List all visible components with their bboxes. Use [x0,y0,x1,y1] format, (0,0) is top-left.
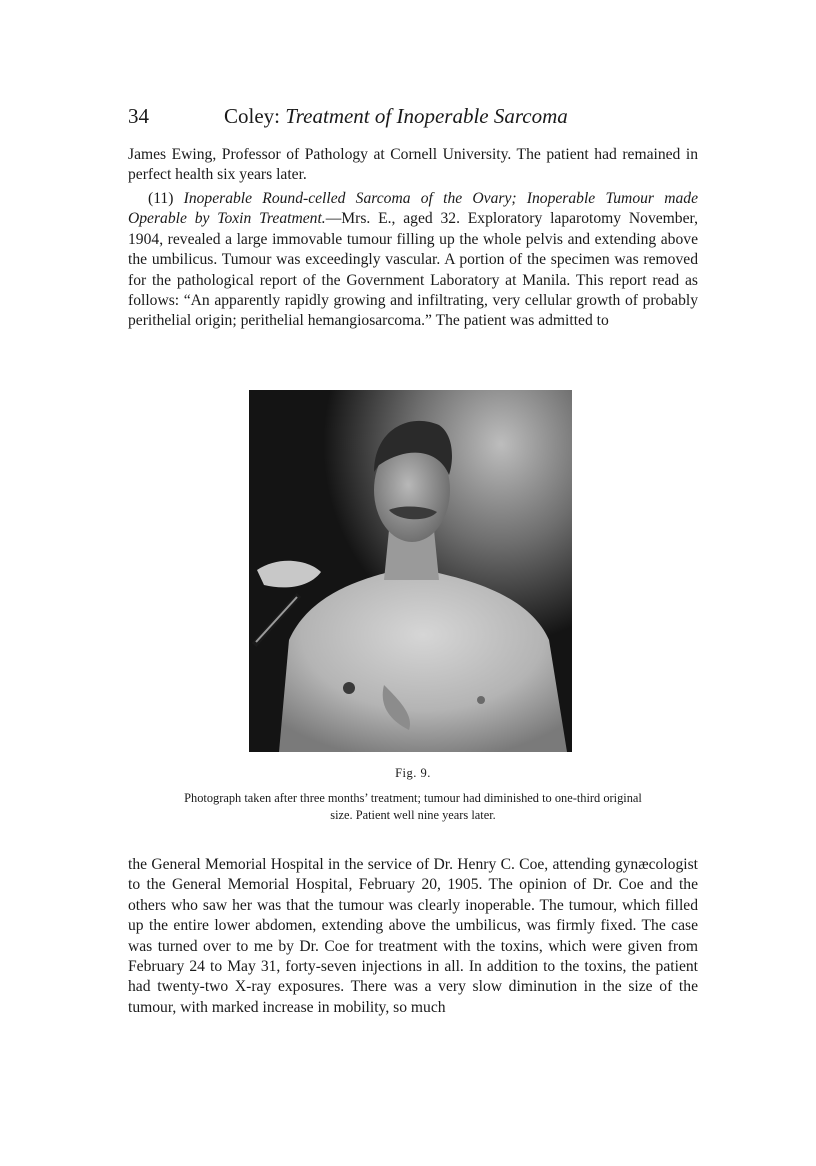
case-body: —Mrs. E., aged 32. Exploratory laparotomy November, 1904, revealed a large immovable tumour filling up the whole pelvis and extending above the umbilicus. Tumour was exceedingly vascular. A portion of the specimen was removed for the pathological report of the Government Laboratory at Manila. This report read as follows: “An apparently rapidly growing and infiltrating, very cellular growth of probably perithelial origin; perithelial hemangiosarcoma.” The patient was admitted to [128,210,698,330]
paragraph-continuation: the General Memorial Hospital in the service of Dr. Henry C. Coe, attending gynæcologist to the General Memorial Hospital, February 20, 1905. The opinion of Dr. Coe and the others who saw her was that the tumour was clearly inoperable. The tumour, which filled up the entire lower abdomen, extending above the umbilicus, was firmly fixed. The case was turned over to me by Dr. Coe for treatment with the toxins, which were given from February 24 to May 31, forty-seven injections in all. In addition to the toxins, the patient had twenty-two X-ray exposures. There was a very slow diminution in the size of the tumour, with marked increase in mobility, so much [128,856,698,1016]
running-title-topic: Treatment of Inoperable Sarcoma [285,104,568,128]
case-number: (11) [148,190,184,207]
paragraph-continued: James Ewing, Professor of Pathology at Cornell University. The patient had remained in perfect health six years later. [128,146,698,184]
running-title [224,104,568,128]
running-title-author: Coley: [224,104,286,128]
running-header [128,102,698,130]
page-number: 34 [128,104,149,128]
patient-photograph [249,390,572,752]
photograph-image [249,390,572,752]
figure-label: Fig. 9. [395,766,431,780]
figure-caption: Photograph taken after three months’ treatment; tumour had diminished to one-third original size. Patient well nine years later. [184,791,642,822]
paragraph-case-11 [128,189,698,332]
case-title: Inoperable Round-celled Sarcoma of the Ovary; Inoperable Tumour made Operable by Toxin Treatment. [128,190,698,228]
